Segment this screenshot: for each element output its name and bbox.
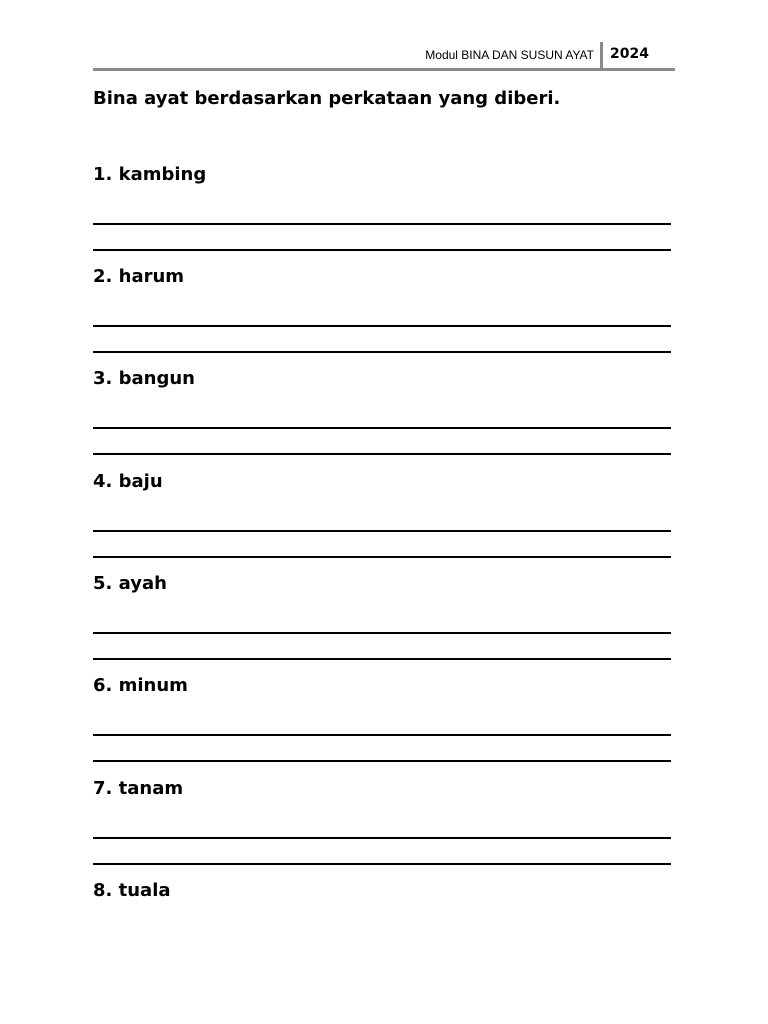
exercise-word: 8. tuala [93,880,171,901]
instruction-text: Bina ayat berdasarkan perkataan yang diberi. [93,88,561,109]
answer-line[interactable] [93,760,671,762]
exercise-word: 7. tanam [93,778,184,799]
answer-line[interactable] [93,530,671,532]
header-title: Modul BINA DAN SUSUN AYAT [425,48,594,62]
answer-line[interactable] [93,734,671,736]
answer-line[interactable] [93,556,671,558]
header-rule [93,68,675,71]
answer-line[interactable] [93,351,671,353]
exercise-word: 2. harum [93,266,185,287]
answer-line[interactable] [93,658,671,660]
answer-line[interactable] [93,249,671,251]
page-header [93,40,675,70]
exercise-word: 1. kambing [93,164,207,185]
answer-line[interactable] [93,863,671,865]
answer-line[interactable] [93,223,671,225]
exercise-word: 6. minum [93,675,188,696]
answer-line[interactable] [93,427,671,429]
answer-line[interactable] [93,632,671,634]
exercise-word: 3. bangun [93,368,195,389]
header-year: 2024 [610,46,649,62]
exercise-word: 4. baju [93,471,163,492]
answer-line[interactable] [93,325,671,327]
header-separator [600,42,603,68]
answer-line[interactable] [93,837,671,839]
exercise-word: 5. ayah [93,573,167,594]
answer-line[interactable] [93,453,671,455]
